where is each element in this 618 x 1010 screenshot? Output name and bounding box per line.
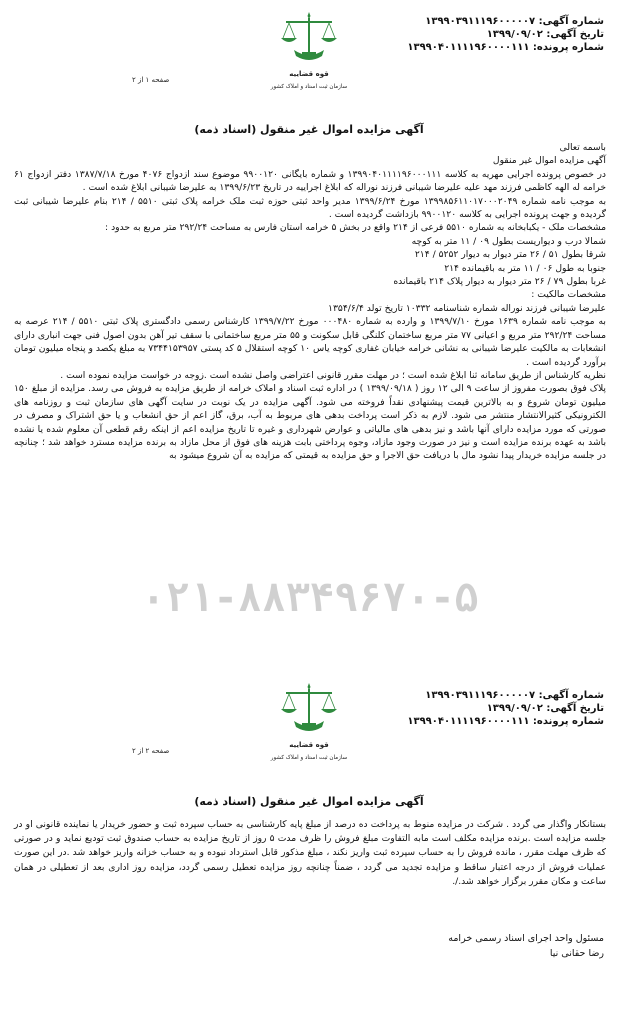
paragraph: در خصوص پرونده اجرایی مهریه به کلاسه ۱۳۹۹۰۴۰۱۱۱۱۹۶۰۰۰۱۱۱ و شماره بایگانی ۹۹۰۰۱۲۰ موضوع سند ازدواج ۴۰۷۶ مورخ ۱۳۸۷/۷/۱۸ دفتر ازدواج ۶۱ خرامه له الهه کاظمی فرزند مهد علیه علیرضا شیبانی فرزند نوراله که ابلاغ اجراییه در تاریخ ۱۳۹۹/۶/۲۳ به علیرضا شیبانی ابلاغ شده است . xyxy=(14,168,606,194)
document-title: آگهی مزایده اموال غیر منقول (اسناد ذمه) xyxy=(194,123,424,136)
page-number: صفحه ۲ از ۲ xyxy=(132,747,170,755)
ad-number: شماره آگهی: ۱۳۹۹۰۳۹۱۱۱۹۶۰۰۰۰۰۷ xyxy=(425,690,604,701)
judiciary-emblem-icon xyxy=(264,677,354,767)
paragraph: باسمه تعالی xyxy=(559,142,606,153)
paragraph: پلاک فوق بصورت مفروز از ساعت ۹ الی ۱۲ روز ( ۱۳۹۹/۰۹/۱۸ ) در اداره ثبت اسناد و املاک خرامه از طریق مزایده به فروش می رسد. مزایده از مبلغ ۱۵۰ میلیون تومان شروع و به بالاترین قیمت پیشنهادی نقداً فروخته می شود. آگهی مزایده در یک نوبت در سایت آگهی های سازمان ثبت و روزنامه های الکترونیکی کثیرالانتشار منتشر می شود. لازم به ذکر است پرداخت بدهی های مربوط به آب، برق، گاز اعم از حق انشعاب و یا حق اشتراک و مصرف در صورتی که مورد مزایده دارای آنها باشد و نیز بدهی های مالیاتی و عوارض شهرداری و غیره تا تاریخ مزایده اعم از اینکه رقم قطعی آن معلوم شده یا نشده باشد به عهده برنده مزایده است و نیز در صورت وجود مازاد، وجوه پرداختی بابت هزینه های فوق از محل مازاد به برنده مزایده مسترد خواهد شد ؛ چنانچه در جلسه مزایده خریدار پیدا نشود مال با دریافت حق الاجرا و حق مزایده به قیمتی که مزایده به آن شروع میشود به xyxy=(14,383,606,462)
document-body xyxy=(14,141,606,463)
emblem-label-top: قوه قضاییه xyxy=(289,70,329,78)
ad-meta-2 xyxy=(407,689,604,728)
emblem-label-bottom: سازمان ثبت اسناد و املاک کشور xyxy=(270,84,348,90)
ad-meta-1 xyxy=(407,15,604,54)
paragraph: شمالا درب و دیواریست بطول ۰۹ / ۱۱ متر به کوچه xyxy=(411,235,606,247)
paragraph: به موجب نامه شماره ۱۶۳۹ مورخ ۱۳۹۹/۷/۱۰ و وارده به شماره ۰۰۰۴۸۰ مورخ ۱۳۹۹/۷/۲۲ کارشناس رسمی دادگستری پلاک ثبتی ۵۵۱۰ / ۲۱۴ عرصه به مساحت ۲۹۲/۲۴ متر مربع و اعیانی ۷۷ متر مربع ساختمان کلنگی قابل سکونت و ۵۵ متر مربع ساختمانی با سقف تیر آهن بدون اصول فنی جهت انباری دارای انشعابات به مالکیت علیرضا شیبانی به نشانی خرامه خیابان غفاری کوچه یاس ۱۰ کوچه استقلال ۵ کد پستی ۷۳۴۴۱۵۳۹۵۷ به مبلغ یکصد و پنجاه میلیون تومان برآورد گردیده است . xyxy=(14,316,606,368)
ad-date: تاریخ آگهی: ۱۳۹۹/۰۹/۰۲ xyxy=(486,703,604,714)
ad-date: تاریخ آگهی: ۱۳۹۹/۰۹/۰۲ xyxy=(486,29,604,40)
page-number: صفحه ۱ از ۲ xyxy=(132,76,170,84)
paragraph: به موجب نامه شماره ۱۳۹۹۸۵۶۱۱۰۱۷۰۰۰۲۰۴۹ مورخ ۱۳۹۹/۶/۲۴ مدیر واحد ثبتی حوزه ثبت ملک خرامه پلاک ثبتی ۵۵۱۰ / ۲۱۴ بنام علیرضا شیبانی ثبت گردیده و جهت پرونده اجرایی به کلاسه ۹۹۰۰۱۲۰ بازداشت گردیده است . xyxy=(14,195,607,221)
ad-number: شماره آگهی: ۱۳۹۹۰۳۹۱۱۱۹۶۰۰۰۰۰۷ xyxy=(425,16,604,27)
document-title: آگهی مزایده اموال غیر منقول (اسناد ذمه) xyxy=(194,795,424,808)
document-body xyxy=(14,818,606,889)
paragraph: مشخصات مالکیت : xyxy=(531,289,606,301)
paragraph: نظریه کارشناس از طریق سامانه ثنا ابلاغ شده است ؛ در مهلت مقرر قانونی اعتراضی واصل نشده است .زوجه در خواست مزایده نموده است . xyxy=(60,369,606,381)
paragraph: آگهی مزایده اموال غیر منقول xyxy=(492,155,606,167)
emblem-label-bottom: سازمان ثبت اسناد و املاک کشور xyxy=(270,755,348,761)
paragraph: شرقا بطول ۵۱ / ۲۶ متر دیوار به دیوار ۵۲۵۲ / ۲۱۴ xyxy=(414,249,606,261)
paragraph: جنوبا به طول ۰۶ / ۱۱ متر به باقیمانده ۲۱۴ xyxy=(444,262,606,274)
paragraph: بستانکار واگذار می گردد . شرکت در مزایده منوط به پرداخت ده درصد از مبلغ پایه کارشناسی به حساب سپرده ثبت و حضور خریدار یا نماینده قانونی او در جلسه مزایده است .برنده مزایده مکلف است مابه التفاوت مبلغ فروش را ظرف مدت ۵ روز از تاریخ مزایده به حساب صندوق ثبت تودیع نماید و در صورتی که ظرف مهلت مقرر ، مانده فروش را به حساب سپرده ثبت واریز نکند ، مبلغ مذکور قابل استرداد نبوده و به حساب خزانه واریز خواهد شد .در این صورت عملیات فروش از درجه اعتبار ساقط و مزایده تجدید می گردد ، ضمناً چنانچه روز مزایده تعطیل رسمی گردد، مزایده روز اداری بعد از تعطیلی در همان ساعت و مکان مقرر برگزار خواهد شد./. xyxy=(14,819,606,887)
case-number: شماره پرونده: ۱۳۹۹۰۴۰۱۱۱۱۹۶۰۰۰۰۱۱۱ xyxy=(407,716,604,727)
phone-watermark: ۰۲۱-۸۸۳۴۹۶۷۰-۵ xyxy=(141,575,479,621)
paragraph: مشخصات ملک - یکبابخانه به شماره ۵۵۱۰ فرعی از ۲۱۴ واقع در بخش ۵ خرامه استان فارس به مساحت ۲۹۲/۲۴ متر مربع به حدود : xyxy=(105,222,606,234)
signature-title: مسئول واحد اجرای اسناد رسمی خرامه xyxy=(448,933,604,944)
emblem-label-top: قوه قضاییه xyxy=(289,741,329,749)
judiciary-emblem-icon xyxy=(264,6,354,96)
signature-name: رضا حقانی نیا xyxy=(549,948,604,959)
signature-block xyxy=(448,931,604,961)
paragraph: غربا بطول ۷۹ / ۲۶ متر دیوار به دیوار پلاک ۲۱۴ باقیمانده xyxy=(393,276,606,288)
case-number: شماره پرونده: ۱۳۹۹۰۴۰۱۱۱۱۹۶۰۰۰۰۱۱۱ xyxy=(407,42,604,53)
paragraph: علیرضا شیبانی فرزند نوراله شماره شناسنامه ۱۰۳۳۲ تاریخ تولد ۱۳۵۴/۶/۴ xyxy=(328,302,606,314)
